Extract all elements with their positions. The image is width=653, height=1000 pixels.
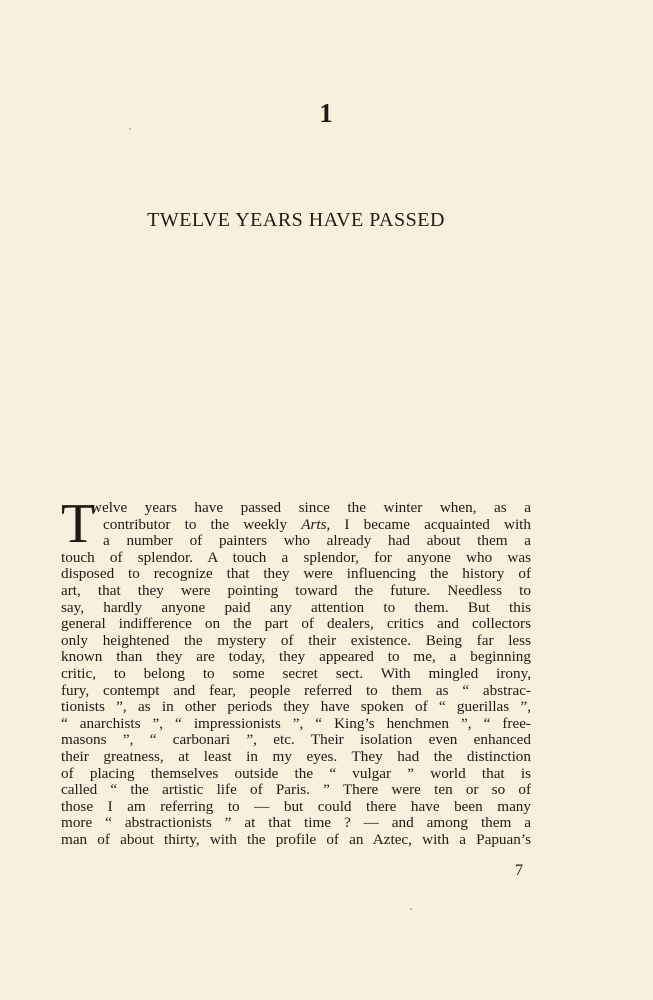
text-line: touch of splendor. A touch a splendor, for anyone who was	[61, 549, 531, 566]
body-text	[61, 493, 531, 848]
paper-speck	[410, 908, 412, 910]
text-line: welve years have passed since the winter when, as a	[91, 500, 531, 516]
text-line: those I am referring to — but could there have been many	[61, 798, 531, 815]
chapter-title: TWELVE YEARS HAVE PASSED	[147, 209, 445, 231]
chapter-number: 1	[319, 98, 334, 128]
text-line: of placing themselves outside the “ vulgar ” world that is	[61, 765, 531, 782]
paper-speck	[129, 128, 131, 130]
text-line: fury, contempt and fear, people referred to them as “ abstrac-	[61, 682, 531, 699]
text-line: their greatness, at least in my eyes. They had the distinction	[61, 748, 531, 765]
text-line: contributor to the weekly Arts, I became acquainted with	[103, 516, 531, 533]
text-line: disposed to recognize that they were influencing the history of	[61, 566, 531, 583]
text-line: say, hardly anyone paid any attention to them. But this	[61, 599, 531, 616]
text-line: only heightened the mystery of their existence. Being far less	[61, 632, 531, 649]
text-line: more “ abstractionists ” at that time ? — and among them a	[61, 815, 531, 832]
text-line: tionists ”, as in other periods they have spoken of “ guerillas ”,	[61, 699, 531, 716]
text-line: general indifference on the part of dealers, critics and collectors	[61, 616, 531, 633]
text-line: called “ the artistic life of Paris. ” There were ten or so of	[61, 782, 531, 799]
text-line: critic, to belong to some secret sect. With mingled irony,	[61, 665, 531, 682]
text-line: masons ”, “ carbonari ”, etc. Their isolation even enhanced	[61, 732, 531, 749]
text-line: man of about thirty, with the profile of an Aztec, with a Papuan’s	[61, 831, 531, 848]
drop-cap: T	[61, 493, 96, 555]
text-line: art, that they were pointing toward the future. Needless to	[61, 582, 531, 599]
text-line: “ anarchists ”, “ impressionists ”, “ King’s henchmen ”, “ free-	[61, 715, 531, 732]
text-line: known than they are today, they appeared to me, a beginning	[61, 649, 531, 666]
page-number: 7	[515, 862, 523, 879]
text-line: a number of painters who already had about them a	[103, 533, 531, 550]
